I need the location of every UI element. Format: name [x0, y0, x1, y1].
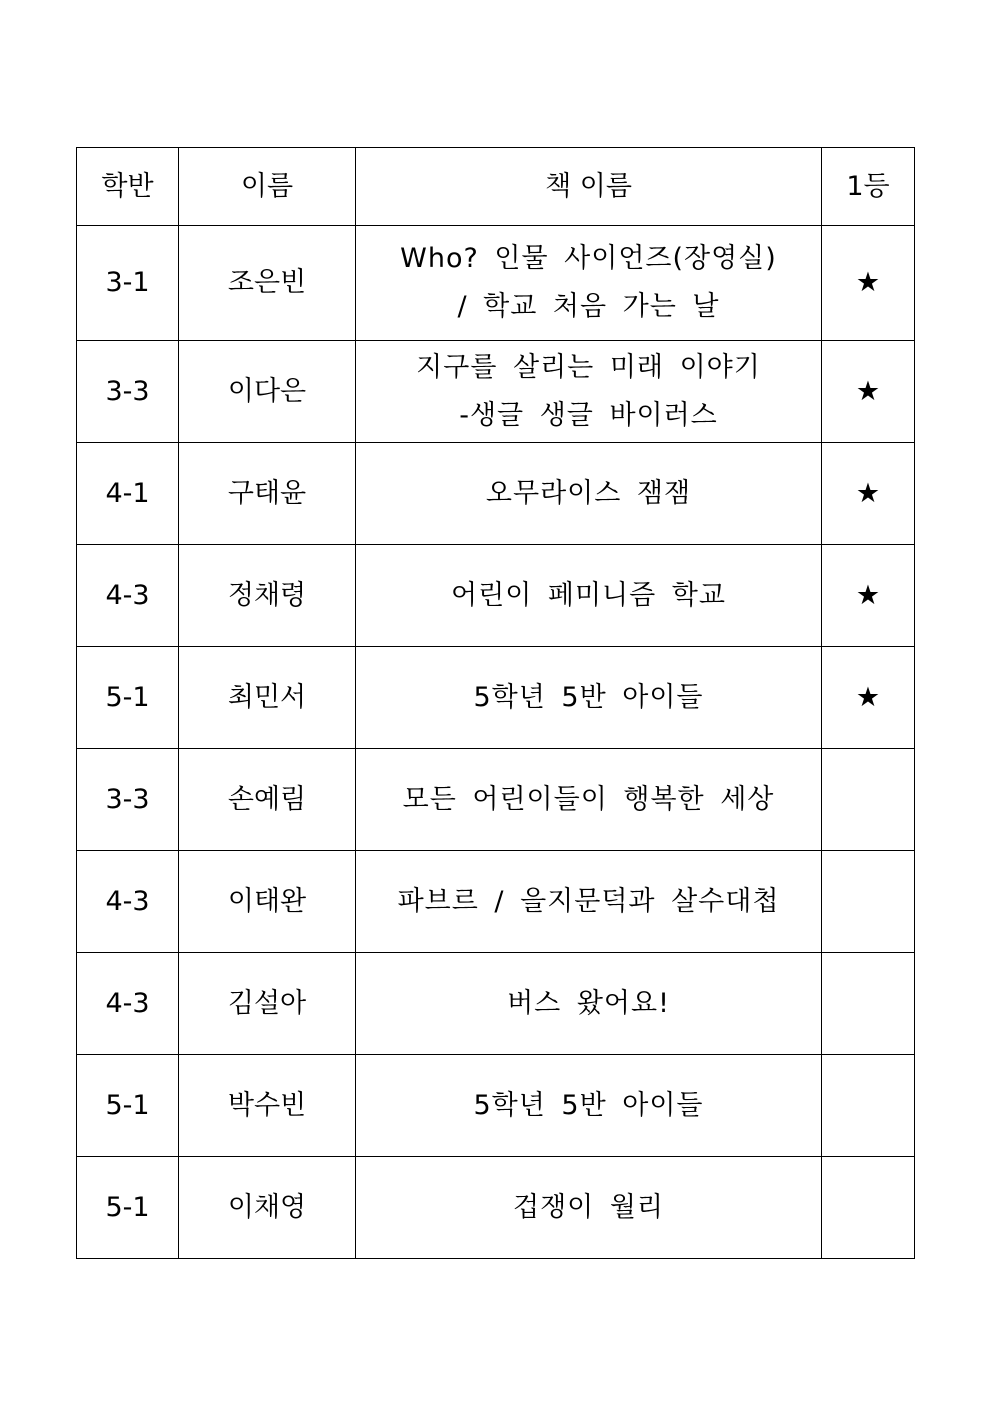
rank-cell	[822, 749, 915, 851]
class-cell: 4-3	[77, 545, 179, 647]
header-rank: 1등	[822, 148, 915, 226]
rank-cell	[822, 1055, 915, 1157]
table-row	[77, 1055, 915, 1157]
class-cell: 3-1	[77, 226, 179, 341]
class-cell: 5-1	[77, 647, 179, 749]
class-cell: 5-1	[77, 1157, 179, 1259]
book-title-line2: / 학교 처음 가는 날	[457, 291, 720, 322]
star-icon: ★	[822, 647, 915, 749]
book-cell: 5학년 5반 아이들	[356, 647, 822, 749]
book-cell: 겁쟁이 월리	[356, 1157, 822, 1259]
name-cell: 구태윤	[179, 443, 356, 545]
header-book: 책 이름	[356, 148, 822, 226]
book-cell: 5학년 5반 아이들	[356, 1055, 822, 1157]
table-row	[77, 341, 915, 443]
header-name: 이름	[179, 148, 356, 226]
book-cell	[356, 226, 822, 341]
book-title-line1: 지구를 살리는 미래 이야기	[416, 351, 761, 383]
name-cell: 최민서	[179, 647, 356, 749]
class-cell: 4-3	[77, 851, 179, 953]
name-cell: 이태완	[179, 851, 356, 953]
book-cell	[356, 341, 822, 443]
name-cell: 조은빈	[179, 226, 356, 341]
class-cell: 4-1	[77, 443, 179, 545]
table-row	[77, 851, 915, 953]
class-cell: 3-3	[77, 749, 179, 851]
class-cell: 4-3	[77, 953, 179, 1055]
name-cell: 정채령	[179, 545, 356, 647]
table-row	[77, 1157, 915, 1259]
rank-cell	[822, 851, 915, 953]
star-icon: ★	[822, 341, 915, 443]
book-cell: 오무라이스 잼잼	[356, 443, 822, 545]
table-row	[77, 647, 915, 749]
name-cell: 이다은	[179, 341, 356, 443]
name-cell: 박수빈	[179, 1055, 356, 1157]
name-cell: 이채영	[179, 1157, 356, 1259]
rank-cell	[822, 953, 915, 1055]
book-cell: 모든 어린이들이 행복한 세상	[356, 749, 822, 851]
table-row	[77, 226, 915, 341]
header-class: 학반	[77, 148, 179, 226]
book-cell: 버스 왔어요!	[356, 953, 822, 1055]
reading-award-table	[76, 147, 915, 1259]
book-cell: 파브르 / 을지문덕과 살수대첩	[356, 851, 822, 953]
star-icon: ★	[822, 226, 915, 341]
name-cell: 손예림	[179, 749, 356, 851]
star-icon: ★	[822, 443, 915, 545]
table-row	[77, 443, 915, 545]
table-header-row	[77, 148, 915, 226]
book-title-line2: -생글 생글 바이러스	[459, 399, 718, 431]
star-icon: ★	[822, 545, 915, 647]
book-cell: 어린이 페미니즘 학교	[356, 545, 822, 647]
class-cell: 5-1	[77, 1055, 179, 1157]
book-title-line1: Who? 인물 사이언즈(장영실)	[400, 243, 777, 274]
rank-cell	[822, 1157, 915, 1259]
table-row	[77, 545, 915, 647]
class-cell: 3-3	[77, 341, 179, 443]
name-cell: 김설아	[179, 953, 356, 1055]
table-row	[77, 749, 915, 851]
table-row	[77, 953, 915, 1055]
